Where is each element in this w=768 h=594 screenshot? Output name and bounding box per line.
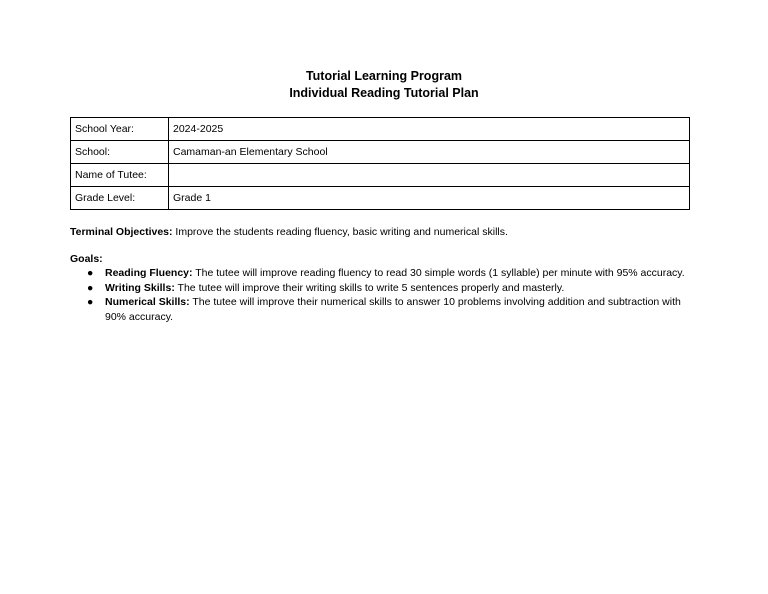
table-row-school — [71, 141, 690, 164]
table-row-grade-level — [71, 187, 690, 210]
tutee-name-label: Name of Tutee: — [71, 164, 169, 187]
goals-list — [70, 266, 698, 324]
table-row-school-year — [71, 118, 690, 141]
title-block — [0, 68, 768, 102]
school-year-value: 2024-2025 — [169, 118, 690, 141]
table-row-tutee-name — [71, 164, 690, 187]
grade-level-label: Grade Level: — [71, 187, 169, 210]
tutee-name-value — [169, 164, 690, 187]
bullet-icon: ● — [87, 267, 94, 279]
goal-reading-fluency — [70, 266, 698, 281]
goal-label: Writing Skills: — [105, 281, 175, 294]
bullet-icon: ● — [87, 296, 94, 308]
terminal-objectives-text: Improve the students reading fluency, basic writing and numerical skills. — [172, 226, 508, 238]
goal-text: The tutee will improve reading fluency to read 30 simple words (1 syllable) per minute with 95% accuracy. — [192, 267, 685, 279]
bullet-icon: ● — [87, 281, 94, 294]
school-label: School: — [71, 141, 169, 164]
plan-title: Individual Reading Tutorial Plan — [289, 86, 479, 100]
goals-heading: Goals: — [70, 253, 103, 265]
school-year-label: School Year: — [71, 118, 169, 141]
goal-text: The tutee will improve their numerical skills to answer 10 problems involving addition and subtraction with 90% accuracy. — [105, 296, 681, 323]
info-table — [70, 117, 690, 210]
program-title: Tutorial Learning Program — [305, 69, 463, 83]
goal-writing-skills — [70, 281, 698, 296]
school-value: Camaman-an Elementary School — [169, 141, 690, 164]
terminal-objectives-label: Terminal Objectives: — [70, 226, 173, 238]
goal-label: Reading Fluency: — [105, 267, 193, 279]
goal-label: Numerical Skills: — [105, 296, 190, 308]
goal-text: The tutee will improve their writing skills to write 5 sentences properly and masterly. — [174, 281, 565, 294]
terminal-objectives — [70, 225, 710, 239]
goal-numerical-skills — [70, 295, 698, 324]
grade-level-value: Grade 1 — [169, 187, 690, 210]
